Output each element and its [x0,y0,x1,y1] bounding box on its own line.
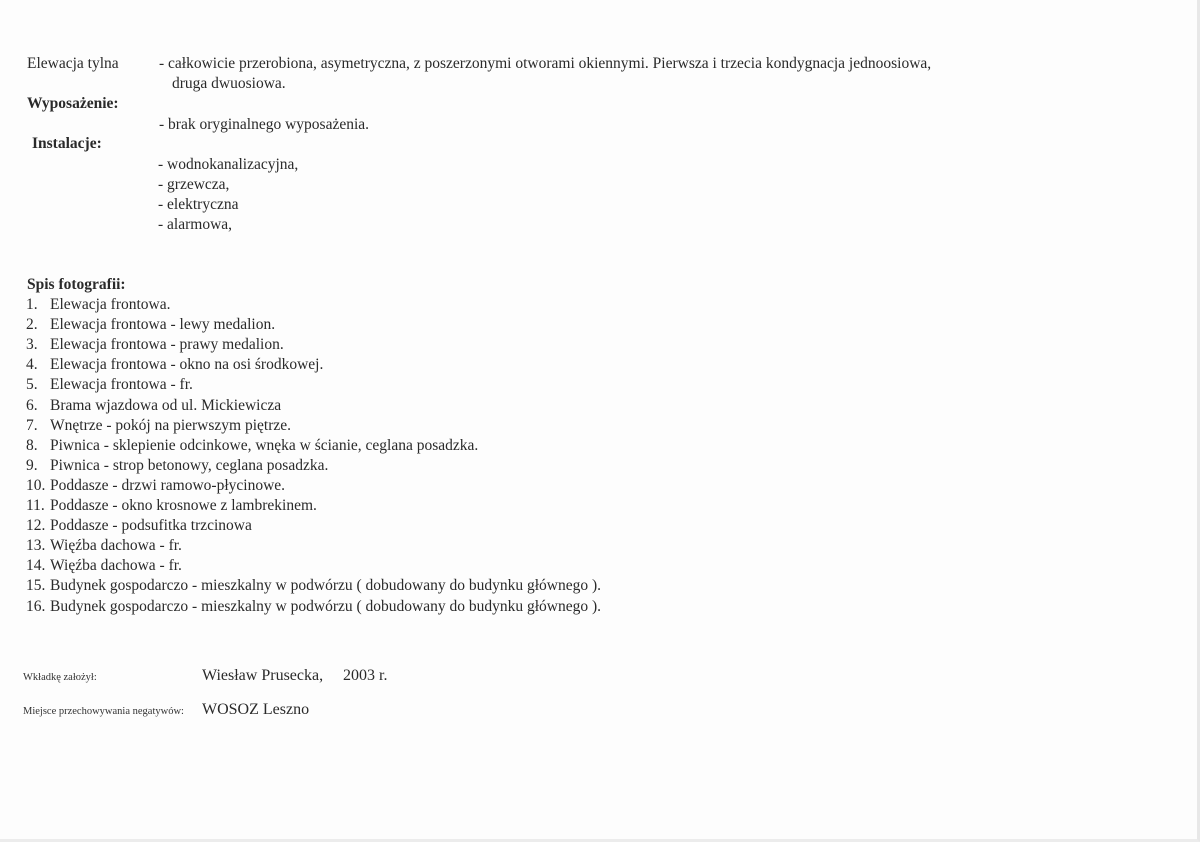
elevation-line-1: - całkowicie przerobiona, asymetryczna, z poszerzonymi otworami okiennymi. Pierwsza i trzecia kondygnacja jednoosiowa, [159,55,932,72]
installation-item: - elektryczna [158,196,239,213]
photo-list-item [26,355,323,375]
photo-list-item [26,536,182,556]
photo-item-number: 16. [26,598,46,615]
photo-item-number: 4. [26,356,38,373]
photo-list-item [26,396,281,416]
elevation-line-2: druga dwuosiowa. [172,75,286,92]
photo-item-text: Piwnica - sklepienie odcinkowe, wnęka w ścianie, ceglana posadzka. [50,437,479,454]
photo-item-text: Poddasze - drzwi ramowo-płycinowe. [50,477,286,494]
installation-item: - wodnokanalizacyjna, [158,156,299,173]
photo-item-number: 6. [26,397,38,414]
photo-list-item [26,416,291,436]
photo-item-text: Elewacja frontowa - lewy medalion. [50,316,276,333]
photo-item-number: 3. [26,336,38,353]
equipment-item: - brak oryginalnego wyposażenia. [159,116,370,133]
photo-item-number: 7. [26,417,38,434]
photo-item-number: 12. [26,517,46,534]
storage-label: Miejsce przechowywania negatywów: [23,706,184,717]
photo-item-number: 5. [26,376,38,393]
photo-list-item [26,295,171,315]
photo-item-number: 13. [26,537,46,554]
photo-item-text: Budynek gospodarczo - mieszkalny w podwórzu ( dobudowany do budynku głównego ). [50,598,602,615]
installation-item: - grzewcza, [158,176,230,193]
photo-list-item [26,315,275,335]
installation-item: - alarmowa, [158,216,233,233]
photo-item-number: 15. [26,577,46,594]
photo-item-text: Więźba dachowa - fr. [50,537,182,554]
photo-list-item [26,597,601,617]
photo-item-number: 9. [26,457,38,474]
photo-list-item [26,576,601,596]
photo-item-text: Elewacja frontowa - fr. [50,376,193,393]
photo-list-item [26,556,182,576]
photo-item-text: Elewacja frontowa - okno na osi środkowej. [50,356,324,373]
photo-list-item [26,335,284,355]
photo-item-text: Budynek gospodarczo - mieszkalny w podwórzu ( dobudowany do budynku głównego ). [50,577,602,594]
photo-item-number: 14. [26,557,46,574]
photo-item-text: Więźba dachowa - fr. [50,557,182,574]
photo-list-item [26,375,193,395]
equipment-heading: Wyposażenie: [27,95,119,112]
photo-item-text: Elewacja frontowa. [50,296,171,313]
photos-heading: Spis fotografii: [27,276,126,293]
photo-item-text: Brama wjazdowa od ul. Mickiewicza [50,397,282,414]
photo-list-item [26,476,285,496]
photo-item-number: 11. [26,497,45,514]
photo-item-number: 10. [26,477,46,494]
photo-item-number: 1. [26,296,38,313]
photo-item-text: Poddasze - okno krosnowe z lambrekinem. [50,497,317,514]
author-label: Wkładkę założył: [23,672,97,683]
photo-item-text: Wnętrze - pokój na pierwszym piętrze. [50,417,292,434]
photo-item-number: 2. [26,316,38,333]
photo-list-item [26,456,328,476]
author-year: 2003 r. [343,667,388,684]
photo-item-text: Poddasze - podsufitka trzcinowa [50,517,252,534]
author-value: Wiesław Prusecka, [202,667,324,684]
elevation-label: Elewacja tylna [27,55,119,72]
photo-list-item [26,496,317,516]
photo-list-item [26,516,252,536]
photo-list-item [26,436,478,456]
photo-item-text: Elewacja frontowa - prawy medalion. [50,336,284,353]
photo-item-text: Piwnica - strop betonowy, ceglana posadzka. [50,457,329,474]
photo-item-number: 8. [26,437,38,454]
installations-heading: Instalacje: [32,135,102,152]
storage-value: WOSOZ Leszno [202,701,310,718]
